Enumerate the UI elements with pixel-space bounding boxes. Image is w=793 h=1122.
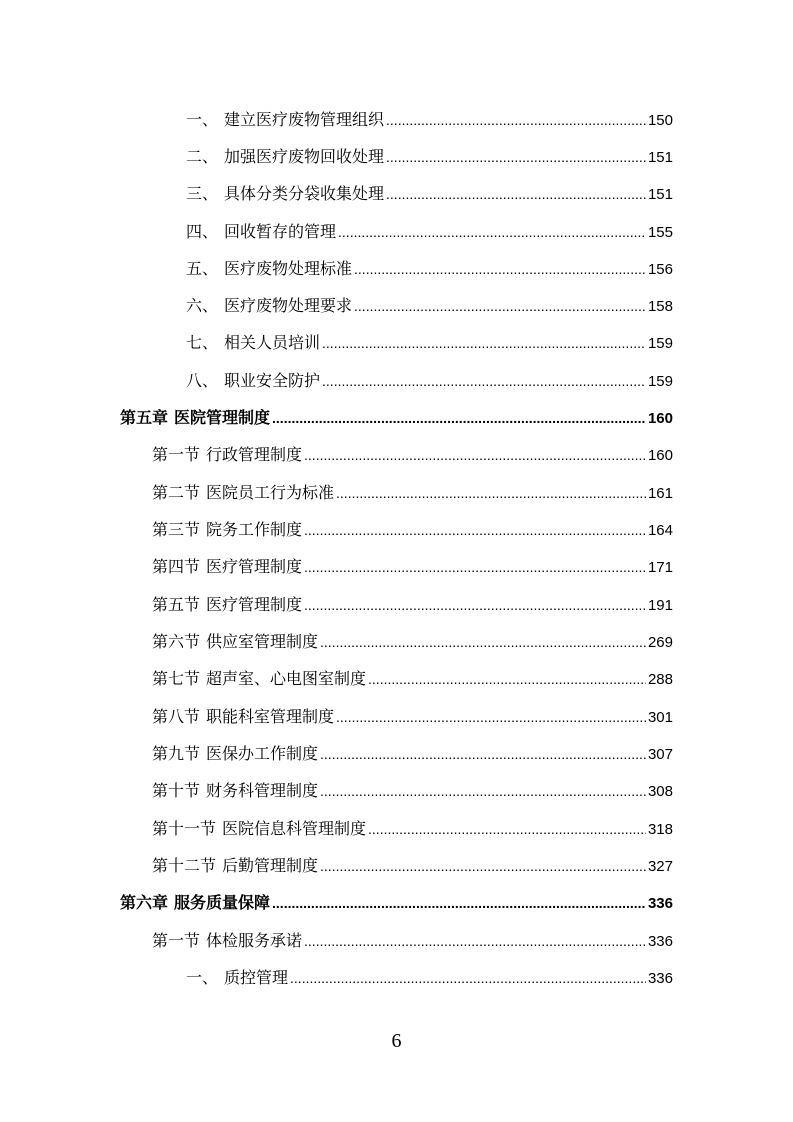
entry-title: 相关人员培训 [224,333,321,352]
toc-entry[interactable] [152,443,673,467]
entry-number: 第三节 [152,520,201,539]
entry-title: 医院信息科管理制度 [222,819,367,838]
entry-page: 161 [647,485,673,502]
entry-title: 后勤管理制度 [222,856,319,875]
entry-page: 269 [647,634,673,651]
entry-number: 第五章 [120,408,169,427]
entry-number: 第十一节 [152,819,217,838]
dot-leader [338,220,646,244]
entry-page: 160 [647,447,673,464]
toc-entry[interactable] [152,929,673,953]
toc-entry[interactable] [186,182,673,206]
toc-entry[interactable] [186,331,673,355]
entry-page: 159 [647,373,673,390]
dot-leader [336,481,646,505]
entry-number: 四、 [186,222,219,241]
entry-title: 医疗管理制度 [206,557,303,576]
toc-entry[interactable] [186,369,673,393]
toc-entry[interactable] [152,742,673,766]
toc-chapter-entry[interactable] [120,891,673,915]
toc-chapter-entry[interactable] [120,406,673,430]
entry-number: 第九节 [152,744,201,763]
entry-number: 一、 [186,968,219,987]
entry-number: 第六章 [120,893,169,912]
entry-number: 第二节 [152,483,201,502]
entry-title: 职能科室管理制度 [206,707,335,726]
entry-title: 财务科管理制度 [206,781,319,800]
entry-number: 一、 [186,110,219,129]
dot-leader [304,593,646,617]
entry-number: 第七节 [152,669,201,688]
entry-page: 336 [647,895,673,912]
entry-page: 327 [647,858,673,875]
entry-number: 第十节 [152,781,201,800]
dot-leader [290,966,646,990]
entry-number: 六、 [186,296,219,315]
entry-number: 第五节 [152,595,201,614]
entry-page: 308 [647,783,673,800]
toc-entry[interactable] [152,593,673,617]
entry-page: 150 [647,112,673,129]
toc-entry[interactable] [152,854,673,878]
entry-title: 建立医疗废物管理组织 [224,110,385,129]
dot-leader [320,854,646,878]
entry-number: 第六节 [152,632,201,651]
entry-title: 加强医疗废物回收处理 [224,147,385,166]
dot-leader [320,779,646,803]
toc-entry[interactable] [152,667,673,691]
entry-title: 医疗废物处理要求 [224,296,353,315]
dot-leader [304,555,646,579]
dot-leader [320,630,646,654]
dot-leader [272,891,646,915]
entry-title: 回收暂存的管理 [224,222,337,241]
toc-entry[interactable] [152,705,673,729]
dot-leader [368,817,646,841]
entry-title: 医疗管理制度 [206,595,303,614]
entry-title: 职业安全防护 [224,371,321,390]
toc-entry[interactable] [152,481,673,505]
entry-page: 155 [647,224,673,241]
dot-leader [368,667,646,691]
entry-page: 288 [647,671,673,688]
entry-page: 191 [647,597,673,614]
dot-leader [304,929,646,953]
entry-page: 151 [647,149,673,166]
entry-title: 医院管理制度 [174,408,271,427]
entry-title: 医保办工作制度 [206,744,319,763]
toc-entry[interactable] [186,220,673,244]
toc-entry[interactable] [186,966,673,990]
dot-leader [320,742,646,766]
entry-number: 七、 [186,333,219,352]
toc-entry[interactable] [152,817,673,841]
dot-leader [272,406,646,430]
entry-page: 156 [647,261,673,278]
entry-page: 158 [647,298,673,315]
entry-number: 八、 [186,371,219,390]
toc-entry[interactable] [186,294,673,318]
toc-entry[interactable] [152,630,673,654]
dot-leader [322,331,646,355]
entry-page: 336 [647,970,673,987]
dot-leader [304,443,646,467]
entry-number: 二、 [186,147,219,166]
toc-entry[interactable] [152,518,673,542]
entry-number: 第四节 [152,557,201,576]
entry-page: 171 [647,559,673,576]
entry-title: 医疗废物处理标准 [224,259,353,278]
dot-leader [354,257,646,281]
entry-title: 服务质量保障 [174,893,271,912]
entry-page: 151 [647,186,673,203]
entry-title: 院务工作制度 [206,520,303,539]
entry-number: 三、 [186,184,219,203]
dot-leader [354,294,646,318]
toc-entry[interactable] [186,145,673,169]
entry-title: 质控管理 [224,968,289,987]
dot-leader [336,705,646,729]
entry-number: 第一节 [152,931,201,950]
entry-title: 医院员工行为标准 [206,483,335,502]
toc-entry[interactable] [186,257,673,281]
entry-title: 超声室、心电图室制度 [206,669,367,688]
entry-number: 五、 [186,259,219,278]
entry-number: 第十二节 [152,856,217,875]
dot-leader [386,108,646,132]
entry-title: 供应室管理制度 [206,632,319,651]
entry-page: 301 [647,709,673,726]
entry-title: 体检服务承诺 [206,931,303,950]
entry-page: 164 [647,522,673,539]
entry-page: 160 [647,410,673,427]
entry-page: 307 [647,746,673,763]
entry-number: 第一节 [152,445,201,464]
toc-entry[interactable] [152,779,673,803]
dot-leader [304,518,646,542]
toc-entry[interactable] [152,555,673,579]
dot-leader [322,369,646,393]
entry-page: 159 [647,335,673,352]
entry-title: 行政管理制度 [206,445,303,464]
entry-page: 336 [647,933,673,950]
dot-leader [386,145,646,169]
entry-number: 第八节 [152,707,201,726]
entry-page: 318 [647,821,673,838]
dot-leader [386,182,646,206]
page-number: 6 [391,1030,402,1052]
entry-title: 具体分类分袋收集处理 [224,184,385,203]
toc-entry[interactable] [186,108,673,132]
